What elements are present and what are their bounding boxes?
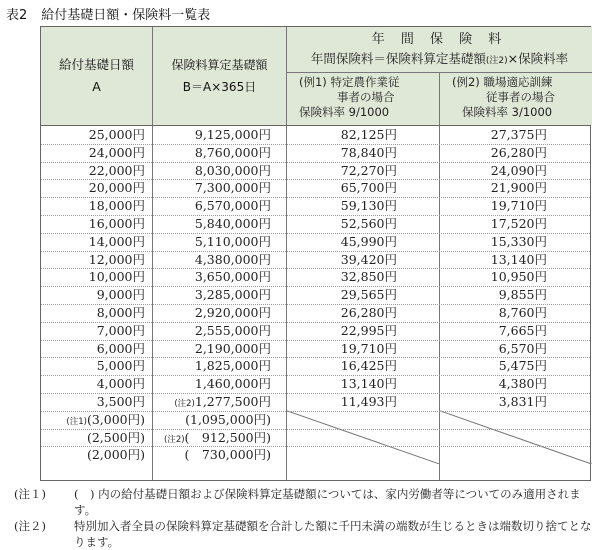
daily-base-cell: [41, 429, 145, 447]
note-reference: (注2): [174, 399, 195, 409]
cell-value: 9,000円: [96, 287, 145, 303]
table-row: [41, 197, 590, 216]
cell-value: ( 730,000円): [184, 447, 271, 463]
example-2-cell: [440, 357, 547, 375]
example-2-cell: [440, 340, 547, 358]
cell-value: (2,500円): [86, 429, 145, 445]
daily-base-cell: [41, 144, 145, 162]
premium-base-cell: [153, 268, 271, 286]
cell-value: 32,850円: [340, 269, 397, 285]
cell-value: 8,030,000円: [194, 162, 271, 178]
premium-base-cell: [153, 126, 271, 144]
cell-value: 2,920,000円: [194, 305, 271, 320]
cell-value: 16,425円: [340, 358, 397, 374]
cell-value: (3,000円): [86, 411, 145, 427]
premium-base-cell: [153, 286, 271, 304]
cell-value: 25,000円: [88, 127, 145, 142]
cell-value: 14,000円: [88, 233, 145, 249]
example-1-cell: [287, 357, 397, 375]
cell-value: 39,420円: [340, 251, 397, 267]
cell-value: 78,840円: [340, 144, 397, 160]
example-2-cell: [440, 233, 547, 251]
header-example-2: (例2) 職場適応訓練 従事者の場合 保険料率 3/1000: [452, 75, 555, 119]
cell-value: 8,760円: [498, 305, 547, 320]
example-1-cell: [287, 144, 397, 162]
daily-base-cell: [41, 179, 145, 197]
daily-base-cell: [41, 286, 145, 304]
daily-base-cell: [41, 446, 145, 464]
cell-value: 19,710円: [490, 198, 547, 214]
cell-value: 72,270円: [340, 162, 397, 178]
cell-value: 5,000円: [96, 358, 145, 374]
cell-value: 17,520円: [490, 216, 547, 231]
header-example-1: (例1) 特定農作業従 事者の場合 保険料率 9/1000: [287, 73, 440, 125]
header-daily-base-label: 給付基礎日額: [58, 57, 134, 72]
cell-value: 22,995円: [340, 322, 397, 338]
premium-table: [40, 26, 591, 481]
cell-value: 5,475円: [498, 358, 547, 374]
cell-value: 8,000円: [96, 305, 145, 320]
cell-value: 7,300,000円: [194, 180, 271, 196]
cell-value: 11,493円: [340, 394, 397, 409]
daily-base-cell: [41, 304, 145, 322]
annual-premium-title: 年 間 保 険 料: [371, 32, 508, 47]
daily-base-cell: [41, 162, 145, 180]
cell-value: 82,125円: [340, 127, 397, 142]
cell-value: 7,665円: [498, 322, 547, 338]
daily-base-cell: [41, 215, 145, 233]
footnote-1-label: (注１): [14, 487, 46, 501]
annual-premium-formula: 年間保険料＝保険料算定基礎額(注2)×保険料率: [310, 51, 569, 66]
header-daily-base: [41, 27, 153, 125]
premium-base-cell: [153, 179, 271, 197]
example-1-cell: [287, 340, 397, 358]
note-reference: (注2): [164, 434, 185, 445]
example-2-cell: [440, 179, 547, 197]
daily-base-cell: [41, 411, 145, 429]
premium-base-cell: [153, 375, 271, 393]
example-2-cell: [440, 197, 547, 215]
premium-base-cell: [153, 144, 271, 162]
footnotes: [14, 486, 594, 550]
table-row: [41, 304, 590, 323]
cell-value: 16,000円: [88, 216, 145, 231]
cell-value: 52,560円: [340, 216, 397, 231]
example-2-cell: [440, 322, 547, 340]
premium-base-cell: [153, 446, 271, 464]
header-premium-base-label: 保険料算定基礎額: [171, 58, 268, 72]
example-1-cell: [287, 393, 397, 411]
footnote-1: [14, 486, 594, 518]
cell-value: 6,570,000円: [194, 198, 271, 214]
table-row: [41, 340, 590, 359]
table-row: [41, 179, 590, 198]
daily-base-cell: [41, 393, 145, 411]
example-1-cell: [287, 268, 397, 286]
cell-value: 26,280円: [490, 144, 547, 160]
cell-value: 8,760,000円: [194, 144, 271, 160]
cell-value: 24,000円: [88, 144, 145, 160]
table-row: [41, 393, 590, 412]
example-1-cell: [287, 126, 397, 144]
cell-value: 18,000円: [88, 198, 145, 214]
cell-value: (2,000円): [86, 447, 145, 463]
example-1-cell: [287, 233, 397, 251]
header-premium-base: [153, 27, 287, 125]
premium-base-cell: [153, 233, 271, 251]
cell-value: 15,330円: [490, 233, 547, 249]
table-row: [41, 411, 590, 430]
premium-base-cell: [153, 429, 271, 447]
example-1-cell: [287, 304, 397, 322]
cell-value: 27,375円: [490, 127, 547, 142]
example-2-cell: [440, 375, 547, 393]
table-row: [41, 357, 590, 376]
cell-value: 2,555,000円: [194, 322, 271, 338]
cell-value: 59,130円: [340, 198, 397, 214]
cell-value: 22,000円: [88, 162, 145, 178]
cell-value: 6,000円: [96, 340, 145, 356]
cell-value: 21,900円: [490, 180, 547, 196]
header-annual-premium: [287, 27, 592, 125]
cell-value: (1,095,000円): [185, 411, 271, 427]
example-1-cell: [287, 197, 397, 215]
cell-value: 10,950円: [490, 269, 547, 285]
cell-value: 29,565円: [340, 287, 397, 303]
cell-value: 5,840,000円: [194, 216, 271, 231]
example-2-cell: [440, 268, 547, 286]
premium-base-cell: [153, 162, 271, 180]
example-1-cell: [287, 162, 397, 180]
note-reference: (注1): [66, 416, 87, 427]
table-row: [41, 268, 590, 287]
premium-base-cell: [153, 304, 271, 322]
table-row: [41, 251, 590, 270]
daily-base-cell: [41, 322, 145, 340]
formula-note-ref: (注2): [485, 56, 508, 66]
example-1-cell: [287, 179, 397, 197]
cell-value: 9,125,000円: [194, 127, 271, 142]
premium-base-cell: [153, 215, 271, 233]
example-2-cell: [440, 286, 547, 304]
daily-base-cell: [41, 126, 145, 144]
footnote-1-text: ( ) 内の給付基礎日額および保険料算定基礎額については、家内労働者等についてのみ適用されます。: [74, 487, 581, 517]
table-row: [41, 286, 590, 305]
cell-value: 1,460,000円: [194, 376, 271, 392]
premium-base-cell: [153, 357, 271, 375]
table-body: [41, 125, 590, 480]
cell-value: 3,831円: [498, 394, 547, 409]
table-row: [41, 144, 590, 163]
cell-value: 45,990円: [340, 233, 397, 249]
cell-value: ( 912,500円): [184, 429, 271, 445]
daily-base-cell: [41, 340, 145, 358]
table-caption: [6, 4, 224, 23]
footnote-2-label: (注２): [14, 519, 46, 533]
cell-value: 13,140円: [340, 376, 397, 392]
daily-base-cell: [41, 268, 145, 286]
premium-base-cell: [153, 393, 271, 411]
example-2-cell: [440, 393, 547, 411]
cell-value: 7,000円: [96, 322, 145, 338]
example-2-cell: [440, 215, 547, 233]
premium-base-cell: [153, 322, 271, 340]
cell-value: 20,000円: [88, 180, 145, 196]
daily-base-cell: [41, 251, 145, 269]
table-row: [41, 126, 590, 145]
header-daily-base-symbol: A: [92, 79, 101, 94]
table-title: 給付基礎日額・保険料一覧表: [41, 8, 211, 23]
cell-value: 13,140円: [490, 251, 547, 267]
table-row: [41, 446, 590, 464]
cell-value: 1,825,000円: [194, 358, 271, 374]
table-row: [41, 322, 590, 341]
example-1-cell: [287, 286, 397, 304]
daily-base-cell: [41, 375, 145, 393]
cell-value: 3,285,000円: [194, 287, 271, 303]
premium-base-cell: [153, 197, 271, 215]
example-1-cell: [287, 215, 397, 233]
cell-value: 5,110,000円: [194, 233, 271, 249]
cell-value: 9,855円: [498, 287, 547, 303]
cell-value: 2,190,000円: [194, 340, 271, 356]
example-1-cell: [287, 322, 397, 340]
example-2-cell: [440, 251, 547, 269]
cell-value: 3,500円: [96, 394, 145, 409]
cell-value: 4,000円: [96, 376, 145, 392]
daily-base-cell: [41, 233, 145, 251]
example-2-cell: [440, 304, 547, 322]
example-1-cell: [287, 251, 397, 269]
cell-value: 3,650,000円: [194, 269, 271, 285]
cell-value: 26,280円: [340, 305, 397, 320]
cell-value: 10,000円: [88, 269, 145, 285]
table-row: [41, 375, 590, 394]
cell-value: 4,380円: [498, 376, 547, 392]
cell-value: 65,700円: [340, 180, 397, 196]
premium-base-cell: [153, 251, 271, 269]
header-premium-base-formula: B＝A×365日: [182, 80, 257, 94]
example-2-cell: [440, 162, 547, 180]
example-1-cell: [287, 375, 397, 393]
table-row: [41, 162, 590, 181]
example-2-cell: [440, 126, 547, 144]
cell-value: 24,090円: [490, 162, 547, 178]
cell-value: 1,277,500円: [194, 394, 271, 409]
cell-value: 12,000円: [88, 251, 145, 267]
footnote-2-text: 特別加入者全員の保険料算定基礎額を合計した額に千円未満の端数が生じるときは端数切り捨てとなります。: [74, 519, 592, 549]
table-row: [41, 233, 590, 252]
premium-base-cell: [153, 340, 271, 358]
premium-base-cell: [153, 411, 271, 429]
table-row: [41, 215, 590, 234]
example-2-cell: [440, 144, 547, 162]
daily-base-cell: [41, 197, 145, 215]
footnote-2: [14, 518, 594, 550]
table-number: 表2: [6, 8, 28, 23]
daily-base-cell: [41, 357, 145, 375]
table-row: [41, 429, 590, 448]
cell-value: 6,570円: [498, 340, 547, 356]
cell-value: 19,710円: [340, 340, 397, 356]
cell-value: 4,380,000円: [194, 251, 271, 267]
